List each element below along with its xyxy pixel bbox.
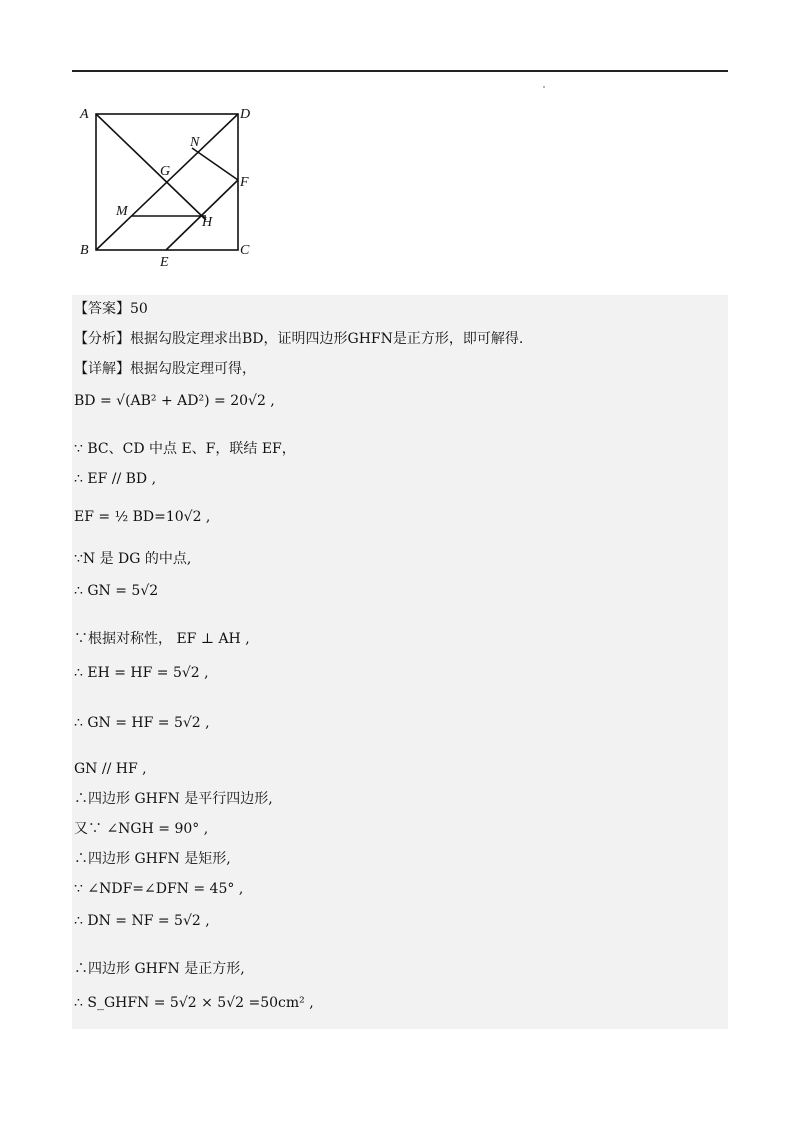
label-f: F — [240, 175, 249, 190]
step-area: ∴ S_GHFN = 5√2 × 5√2 =50cm² , — [74, 995, 314, 1011]
step-bd: BD = √(AB² + AD²) = 20√2 , — [74, 393, 275, 409]
square-diagram — [74, 100, 264, 270]
step-square: ∴四边形 GHFN 是正方形, — [74, 961, 245, 977]
step-dn-nf: ∴ DN = NF = 5√2 , — [74, 913, 210, 929]
label-m: M — [116, 204, 128, 219]
step-parallelogram: ∴四边形 GHFN 是平行四边形, — [74, 791, 273, 807]
geometry-figure — [74, 100, 264, 270]
label-h: H — [202, 215, 213, 230]
step-gn-hf: ∴ GN = HF = 5√2 , — [74, 715, 210, 731]
step-n-midpoint: ∵N 是 DG 的中点, — [74, 551, 192, 567]
top-rule — [72, 70, 728, 72]
label-a: A — [80, 107, 89, 122]
step-symmetry: ∵根据对称性， EF ⊥ AH , — [74, 631, 250, 647]
step-ef: EF = ½ BD=10√2 , — [74, 509, 211, 525]
step-right-angle: 又∵ ∠NGH = 90° , — [74, 821, 209, 837]
analysis-line: 【分析】根据勾股定理求出BD，证明四边形GHFN是正方形，即可解得. — [74, 331, 524, 347]
step-midpoints: ∵ BC、CD 中点 E、F，联结 EF， — [74, 441, 296, 457]
label-g: G — [160, 164, 171, 179]
step-angles-45: ∵ ∠NDF=∠DFN = 45° , — [74, 881, 244, 897]
label-n: N — [190, 135, 200, 150]
step-rectangle: ∴四边形 GHFN 是矩形, — [74, 851, 231, 867]
stray-dot — [543, 86, 545, 88]
solution-block — [72, 295, 728, 1029]
step-gn: ∴ GN = 5√2 — [74, 583, 159, 599]
label-c: C — [240, 243, 250, 258]
answer-line: 【答案】50 — [74, 301, 148, 317]
line-ah — [96, 114, 206, 220]
label-d: D — [240, 107, 251, 122]
step-gn-parallel-hf: GN // HF , — [74, 761, 147, 777]
step-parallel: ∴ EF // BD , — [74, 471, 157, 487]
line-nf — [192, 148, 238, 180]
label-b: B — [80, 243, 89, 258]
step-eh-hf: ∴ EH = HF = 5√2 , — [74, 665, 209, 681]
label-e: E — [160, 255, 169, 270]
detail-line: 【详解】根据勾股定理可得， — [74, 361, 256, 377]
